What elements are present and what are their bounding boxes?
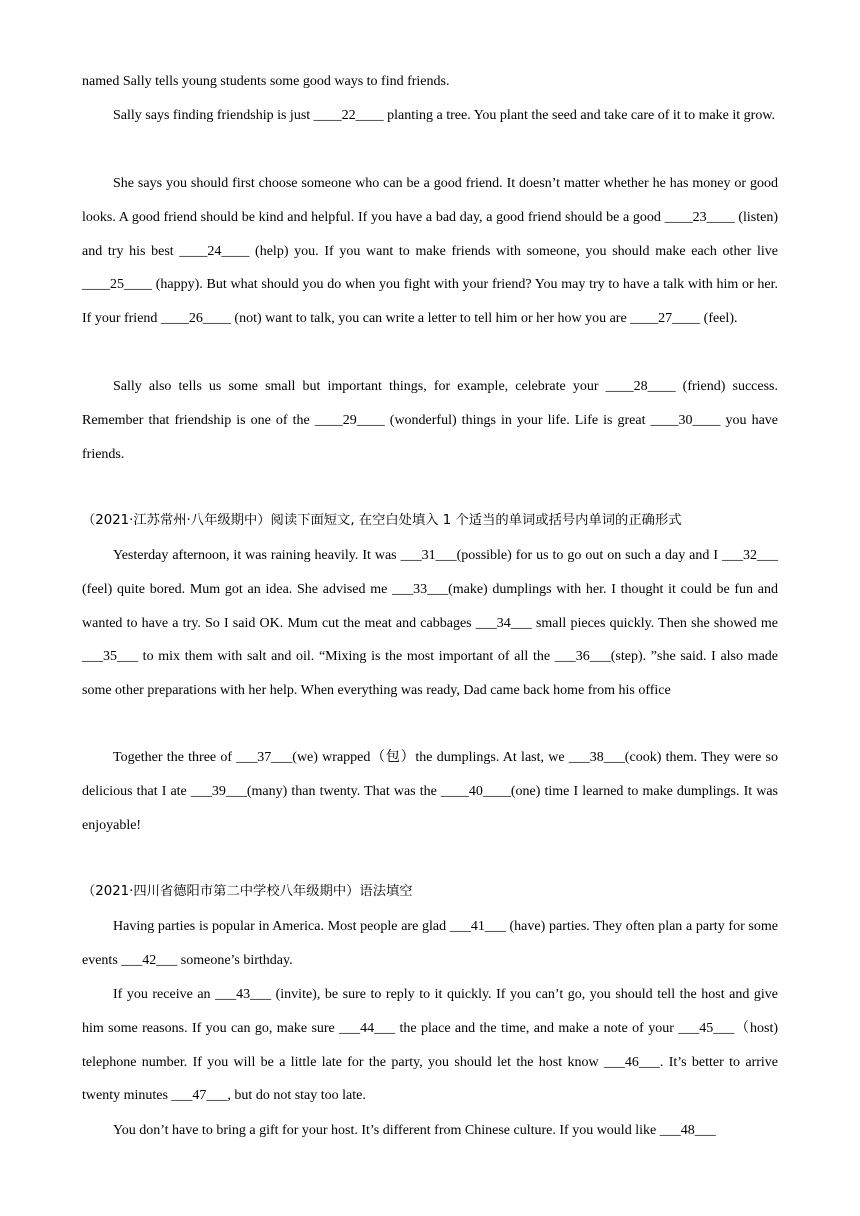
section-heading-deyang: （2021·四川省德阳市第二中学校八年级期中）语法填空 bbox=[82, 884, 413, 899]
paragraph-dumplings-rainy-day: Yesterday afternoon, it was raining heavily. It was ___31___(possible) for us to go out on such a day and I ___32___ (feel) quite bored. Mum got an idea. She advised me ___33___(make) dumplings with her. I thought it could be fun and wanted to have a try. So I said OK. Mum cut the meat and cabbages ___34___ small pieces quickly. Then she showed me ___35___ to mix them with salt and oil. “Mixing is the most important of all the ___36___(step). ”she said. I also made some other preparations with her help. When everything was ready, Dad came back home from his office bbox=[82, 548, 778, 699]
paragraph-gift: You don’t have to bring a gift for your host. It’s different from Chinese culture. If you would like ___48___ bbox=[113, 1123, 716, 1138]
paragraph-parties-america: Having parties is popular in America. Most people are glad ___41___ (have) parties. They often plan a party for some events ___42___ someone’s birthday. bbox=[82, 919, 778, 968]
paragraph-small-things: Sally also tells us some small but important things, for example, celebrate your ____28____ (friend) success. Remember that friendship is one of the ____29____ (wonderful) things in your life. Life is great ____30____ you have friends. bbox=[82, 379, 778, 462]
paragraph-good-friend: She says you should first choose someone who can be a good friend. It doesn’t matter whether he has money or good looks. A good friend should be kind and helpful. If you have a bad day, a good friend should be a good ____23____ (listen) and try his best ____24____ (help) you. If you want to make friends with someone, you should make each other live ____25____ (happy). But what should you do when you fight with your friend? You may try to have a talk with him or her. If your friend ____26____ (not) want to talk, you can write a letter to tell him or her how you are ____27____ (feel). bbox=[82, 176, 778, 327]
paragraph-wrap-dumplings: Together the three of ___37___(we) wrapped（包）the dumplings. At last, we ___38___(cook) them. They were so delicious that I ate ___39___(many) than twenty. That was the ____40____(one) time I learned to make dumplings. It was enjoyable! bbox=[82, 750, 778, 833]
paragraph-invitation: If you receive an ___43___ (invite), be sure to reply to it quickly. If you can’t go, you should tell the host and give him some reasons. If you can go, make sure ___44___ the place and the time, and make a note of your ___45___（host) telephone number. If you will be a little late for the party, you should let the host know ___46___. It’s better to arrive twenty minutes ___47___, but do not stay too late. bbox=[82, 987, 778, 1104]
section-heading-changzhou: （2021·江苏常州·八年级期中）阅读下面短文, 在空白处填入 1 个适当的单词或括号内单词的正确形式 bbox=[82, 513, 682, 528]
paragraph-intro-continuation: named Sally tells young students some good ways to find friends. bbox=[82, 74, 450, 89]
paragraph-sally-tree: Sally says finding friendship is just ____22____ planting a tree. You plant the seed and take care of it to make it grow. bbox=[113, 108, 776, 123]
